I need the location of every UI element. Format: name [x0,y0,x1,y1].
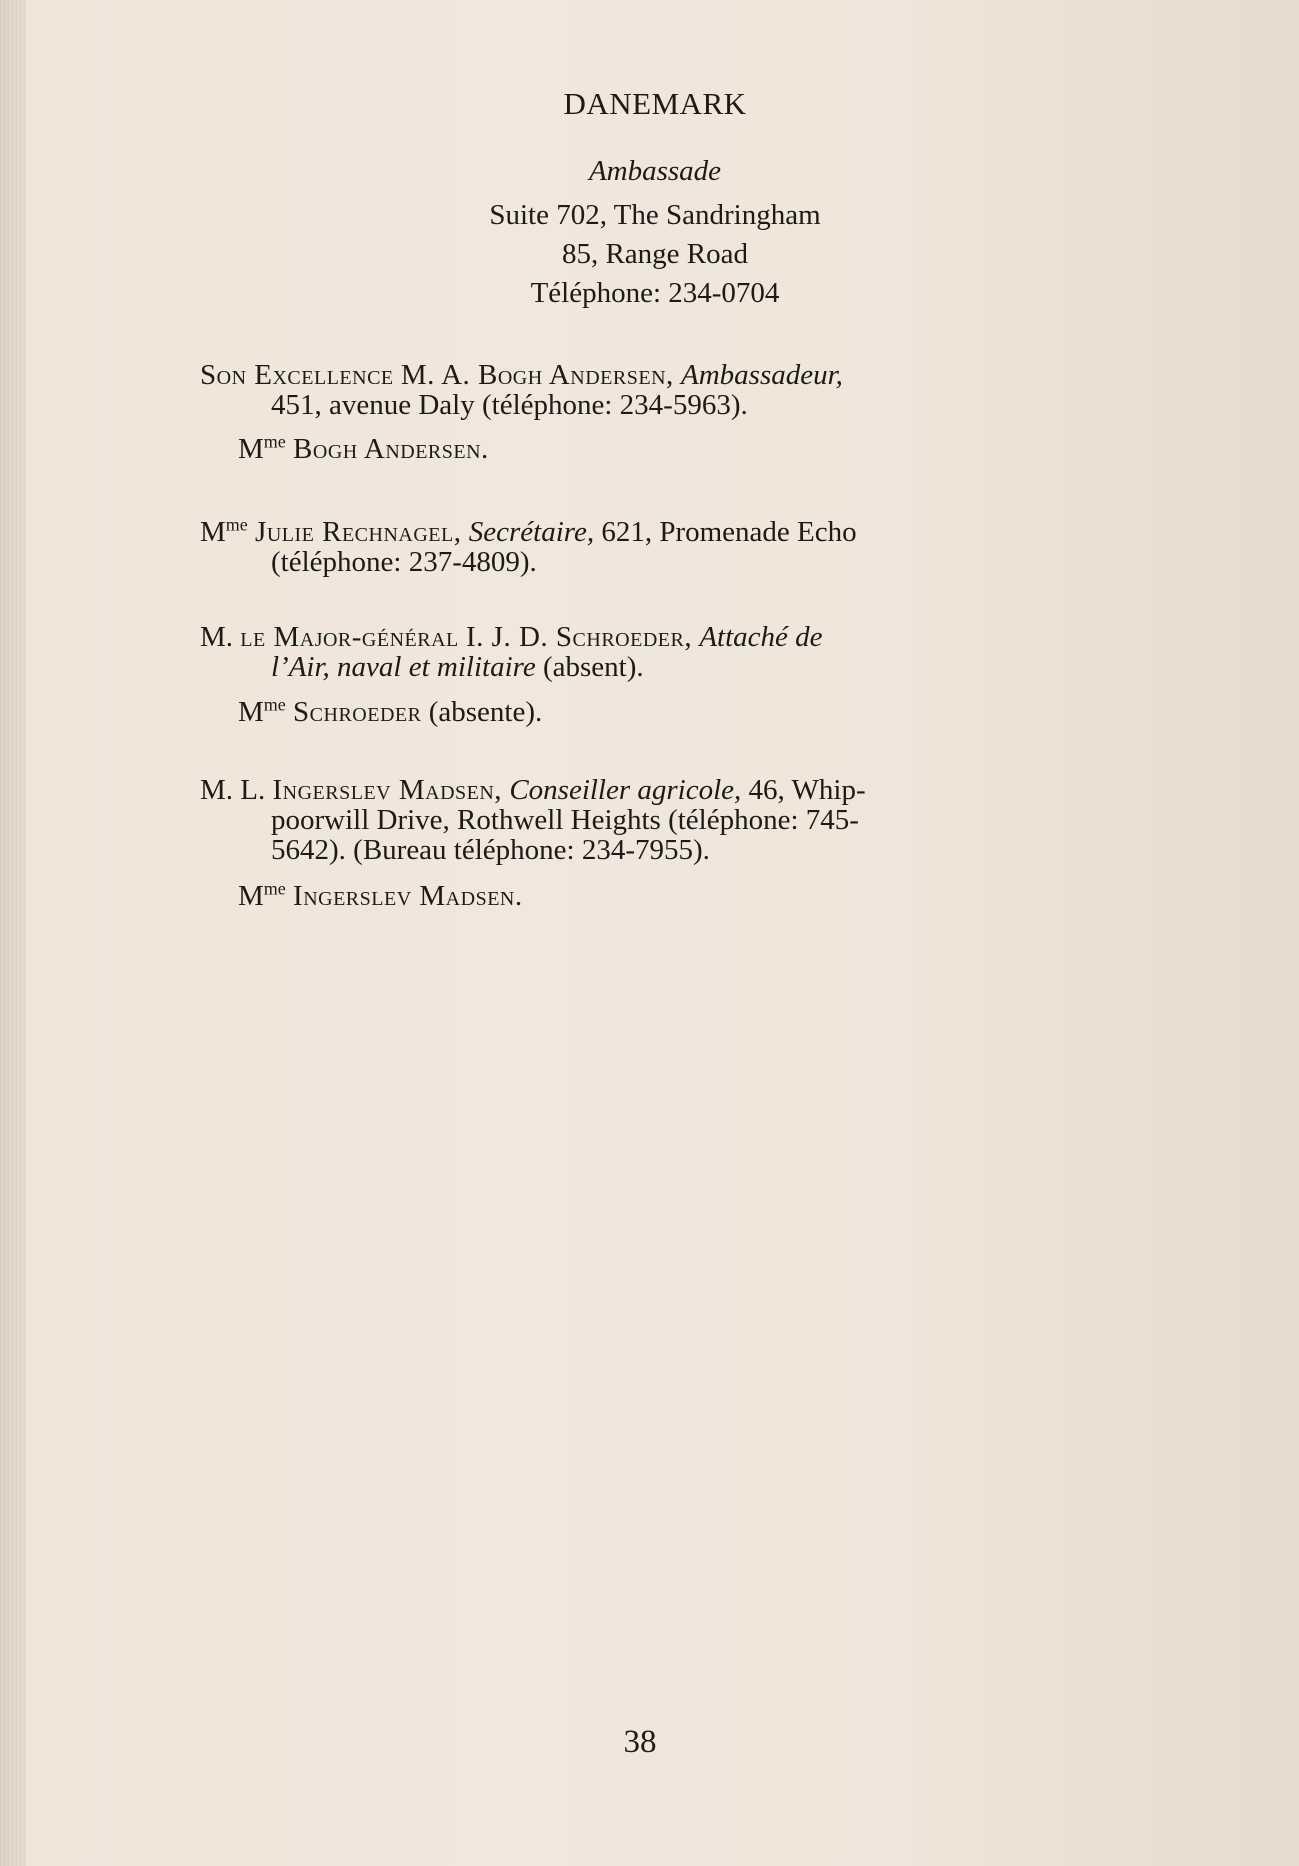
entry-name: Julie Rechnagel, [255,516,462,548]
country-heading: DANEMARK [563,86,747,121]
entry-rank: le Major-général [240,621,459,653]
entry-name: I. J. D. Schroeder, [466,621,693,653]
entry-ambassador [200,360,1110,420]
entry-name: Ingerslev Madsen, [272,774,503,806]
spouse-title-sup: me [263,878,286,899]
entry-role: Attaché de [699,621,823,653]
spouse-title-sup: me [263,431,286,452]
entry-address: 451, avenue Daly (téléphone: 234-5963). [271,389,748,421]
entry-name: M. A. Bogh Andersen, [400,359,674,391]
entry-role: Ambassadeur, [681,359,843,391]
entry-address-line2: poorwill Drive, Rothwell Heights (téléphone: 745- [271,804,859,836]
mission-address-line2: 85, Range Road [561,238,749,270]
spouse-title-sup: me [263,694,286,715]
entry-spouse [238,696,542,729]
entry-role: Secrétaire, [468,516,595,548]
spouse-status: (absente). [428,696,543,728]
spouse-title: M [238,696,264,728]
entry-title-prefix: M [200,516,226,548]
entry-status: (absent). [542,651,644,683]
spouse-name: Bogh Andersen. [293,433,489,465]
entry-telephone: (téléphone: 237-4809). [271,546,537,578]
entry-spouse [238,880,523,913]
entry-attache [200,622,1110,682]
entry-title-prefix: M. [200,621,234,653]
entry-secretary [200,514,1110,578]
mission-type: Ambassade [588,155,722,187]
spouse-title: M [238,433,264,465]
mission-telephone: Téléphone: 234-0704 [530,277,780,309]
mission-address-line1: Suite 702, The Sandringham [489,199,821,231]
spouse-name: Schroeder [293,696,422,728]
page-number: 38 [623,1724,657,1760]
entry-spouse [238,433,489,466]
entry-address: 621, Promenade Echo [601,516,857,548]
entry-agricultural-counsellor [200,775,1110,865]
entry-address-line3: 5642). (Bureau téléphone: 234-7955). [271,834,710,866]
spouse-title: M [238,880,264,912]
entry-title-prefix: Son Excellence [200,359,394,391]
spouse-name: Ingerslev Madsen. [293,880,523,912]
entry-role-continued: l’Air, naval et militaire [271,651,536,683]
entry-title-sup: me [225,514,248,535]
entry-role: Conseiller agricole, [509,774,742,806]
entry-title-prefix: M. L. [200,774,266,806]
entry-address: 46, Whip- [748,774,866,806]
